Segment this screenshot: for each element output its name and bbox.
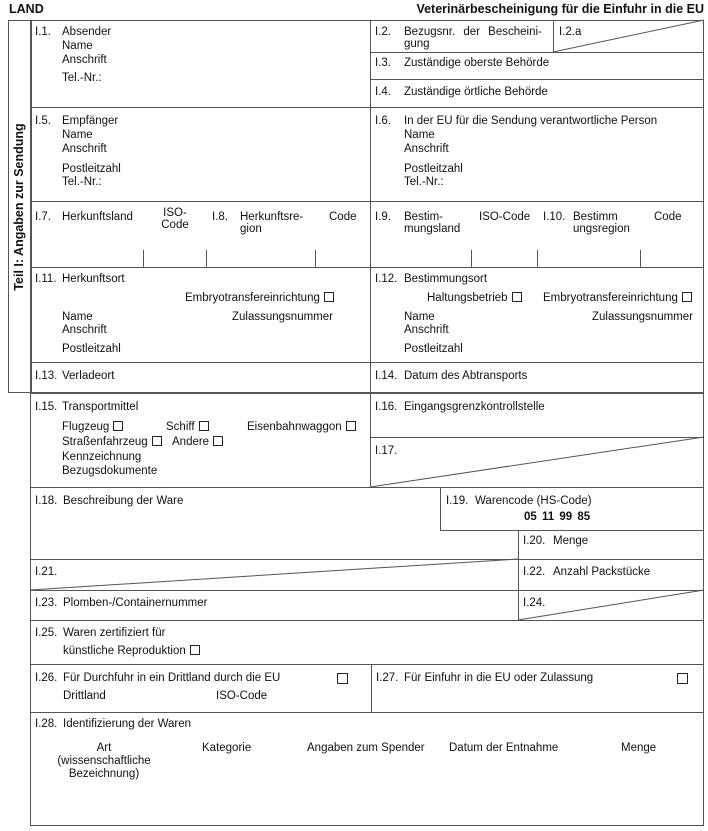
checkbox-icon[interactable] — [199, 421, 209, 431]
column-header-category: Kategorie — [202, 742, 252, 754]
checkbox-holding[interactable] — [427, 292, 522, 305]
field-title: Verladeort — [62, 370, 115, 382]
checkbox-label: Haltungsbetrieb — [427, 292, 508, 304]
field-label-address: Anschrift — [404, 143, 449, 155]
field-number: I.20. — [523, 535, 546, 547]
iso-code-label-cont: Code — [161, 219, 189, 231]
row-divider — [370, 52, 704, 53]
field-number: I.26. — [35, 672, 58, 684]
row-divider — [30, 487, 704, 488]
strike-through-diagonal — [370, 437, 704, 487]
field-label-approval-number: Zulassungsnummer — [592, 311, 693, 323]
field-label-phone: Tel.-Nr.: — [62, 72, 102, 84]
iso-code-label: ISO-Code — [479, 211, 531, 223]
checkbox-label: Flugzeug — [62, 421, 110, 433]
field-number: I.25. — [35, 627, 58, 639]
tick — [640, 250, 641, 267]
strike-through-diagonal — [518, 590, 704, 620]
field-title: Transportmittel — [62, 401, 139, 413]
checkbox-icon[interactable] — [190, 645, 200, 655]
field-label-phone: Tel.-Nr.: — [404, 176, 444, 188]
field-label-name: Name — [62, 129, 93, 141]
field-title: Zuständige oberste Behörde — [404, 57, 550, 69]
field-title: Herkunftsland — [62, 211, 133, 223]
column-header-quantity: Menge — [621, 742, 657, 754]
field-number: I.11. — [35, 273, 57, 285]
checkbox-embryo-transfer-destination[interactable] — [543, 292, 692, 305]
row-divider — [30, 620, 704, 621]
field-label-name: Name — [62, 311, 93, 323]
field-title: Bezugsnr. der Bescheini- — [404, 26, 542, 38]
column-header-donor: Angaben zum Spender — [307, 742, 425, 754]
row-divider — [30, 267, 704, 268]
column-header-species: Art — [96, 742, 112, 754]
field-label-address: Anschrift — [62, 54, 107, 66]
field-number: I.3. — [375, 57, 391, 69]
column-header-species-cont2: Bezeichnung) — [68, 768, 140, 780]
field-title: Eingangsgrenzkontrollstelle — [404, 401, 545, 413]
field-number: I.15. — [35, 401, 58, 413]
field-label-name: Name — [404, 129, 435, 141]
field-title-cont: mungsland — [404, 223, 461, 235]
field-title: Zuständige örtliche Behörde — [404, 86, 548, 98]
hs-code-value: 05 11 99 85 — [524, 511, 591, 523]
field-title: Bestim- — [404, 211, 443, 223]
column-header-collection-date: Datum der Entnahme — [449, 742, 559, 754]
i19-left-border — [440, 487, 441, 530]
field-title-cont: gion — [240, 223, 262, 235]
field-title: Für Einfuhr in die EU oder Zulassung — [404, 672, 594, 684]
field-number: I.24. — [523, 597, 546, 609]
field-number: I.28. — [35, 718, 58, 730]
part-one-side-label: Teil I: Angaben zur Sendung — [12, 122, 26, 291]
checkbox-embryo-transfer-origin[interactable] — [185, 292, 334, 305]
field-number: I.6. — [375, 115, 391, 127]
field-label-name: Name — [62, 40, 93, 52]
column-divider — [370, 20, 371, 393]
field-number: I.27. — [376, 672, 399, 684]
field-title: Datum des Abtransports — [404, 370, 528, 382]
field-label-phone: Tel.-Nr.: — [62, 176, 102, 188]
checkbox-artificial-reproduction[interactable] — [63, 645, 200, 658]
field-title: Für Durchfuhr in ein Drittland durch die EU — [63, 672, 281, 684]
field-title: Bestimm — [573, 211, 618, 223]
tick — [206, 250, 207, 267]
field-label-address: Anschrift — [62, 324, 107, 336]
strike-through-diagonal — [30, 559, 518, 590]
checkbox-aircraft[interactable] — [62, 421, 123, 434]
field-label-postcode: Postleitzahl — [62, 163, 121, 175]
checkbox-label: Embryotransfereinrichtung — [543, 292, 678, 304]
field-title: Empfänger — [62, 115, 119, 127]
field-number: I.4. — [375, 86, 391, 98]
field-label-identification: Kennzeichnung — [62, 451, 142, 463]
checkbox-label: Andere — [172, 436, 210, 448]
checkbox-icon[interactable] — [152, 436, 162, 446]
field-number: I.16. — [375, 401, 398, 413]
row-divider — [30, 712, 704, 713]
field-title: Warencode (HS-Code) — [475, 495, 592, 507]
field-number: I.19. — [446, 495, 469, 507]
field-number: I.2. — [375, 26, 391, 38]
field-number: I.9. — [375, 211, 391, 223]
checkbox-label: künstliche Reproduktion — [63, 645, 186, 657]
field-label-address: Anschrift — [62, 143, 107, 155]
row-divider — [30, 107, 704, 108]
field-title: In der EU für die Sendung verantwortliche Person — [404, 115, 658, 127]
field-number: I.7. — [35, 211, 51, 223]
field-title-cont: gung — [404, 38, 430, 50]
field-title: Waren zertifiziert für — [63, 627, 166, 639]
field-label-approval-number: Zulassungsnummer — [232, 311, 333, 323]
row-divider — [30, 362, 704, 363]
field-label-documents: Bezugsdokumente — [62, 465, 158, 477]
field-title: Identifizierung der Waren — [63, 718, 192, 730]
tick — [471, 250, 472, 267]
checkbox-label: Embryotransfereinrichtung — [185, 292, 320, 304]
checkbox-road-vehicle[interactable] — [62, 436, 162, 449]
row-divider — [370, 79, 704, 80]
checkbox-label: Eisenbahnwaggon — [247, 421, 342, 433]
row-divider — [30, 664, 704, 665]
checkbox-icon[interactable] — [682, 292, 692, 302]
code-label: Code — [654, 211, 682, 223]
checkbox-icon[interactable] — [346, 421, 356, 431]
field-number: I.18. — [35, 495, 58, 507]
field-number: I.12. — [375, 273, 398, 285]
field-number: I.10. — [543, 211, 566, 223]
checkbox-icon[interactable] — [113, 421, 123, 431]
field-title: Bestimmungsort — [404, 273, 488, 285]
field-label-postcode: Postleitzahl — [404, 163, 463, 175]
iso-code-label: ISO-Code — [216, 690, 268, 702]
field-number: I.23. — [35, 597, 58, 609]
field-label-address: Anschrift — [404, 324, 449, 336]
checkbox-label: Schiff — [166, 421, 195, 433]
certificate-title: Veterinärbescheinigung für die Einfuhr in die EU — [416, 2, 704, 16]
code-label: Code — [329, 211, 357, 223]
tick — [143, 250, 144, 267]
checkbox-other[interactable] — [172, 436, 223, 449]
field-title: Herkunftsre- — [240, 211, 304, 223]
field-title: Herkunftsort — [62, 273, 125, 285]
field-label-third-country: Drittland — [63, 690, 106, 702]
column-header-species-cont: (wissenschaftliche — [57, 755, 151, 767]
field-number: I.22. — [523, 566, 546, 578]
checkbox-railway-wagon[interactable] — [247, 421, 356, 434]
field-title: Menge — [553, 535, 589, 547]
field-number: I.21. — [35, 566, 58, 578]
strike-through-diagonal — [553, 20, 704, 52]
field-title: Beschreibung der Ware — [63, 495, 184, 507]
field-number: I.2.a — [559, 26, 582, 38]
field-title-cont: ungsregion — [573, 223, 630, 235]
tick — [537, 250, 538, 267]
field-title: Absender — [62, 26, 112, 38]
field-title: Anzahl Packstücke — [553, 566, 651, 578]
country-label: LAND — [9, 2, 44, 16]
iso-code-label: ISO- — [163, 207, 187, 219]
column-divider — [371, 664, 372, 712]
field-label-postcode: Postleitzahl — [62, 343, 121, 355]
tick — [315, 250, 316, 267]
field-number: I.1. — [35, 26, 51, 38]
field-number: I.17. — [375, 445, 398, 457]
field-number: I.8. — [212, 211, 228, 223]
checkbox-icon[interactable] — [213, 436, 223, 446]
checkbox-transit-icon[interactable] — [337, 673, 348, 684]
part-one-grid — [30, 20, 704, 393]
field-title: Plomben-/Containernummer — [63, 597, 208, 609]
checkbox-label: Straßenfahrzeug — [62, 436, 148, 448]
field-number: I.5. — [35, 115, 51, 127]
checkbox-icon[interactable] — [512, 292, 522, 302]
checkbox-icon[interactable] — [324, 292, 334, 302]
field-label-postcode: Postleitzahl — [404, 343, 463, 355]
row-divider — [30, 201, 704, 202]
field-number: I.13. — [35, 370, 58, 382]
field-label-name: Name — [404, 311, 435, 323]
checkbox-import-icon[interactable] — [677, 673, 688, 684]
i19-bottom-border — [440, 530, 704, 531]
checkbox-ship[interactable] — [166, 421, 209, 434]
field-number: I.14. — [375, 370, 398, 382]
